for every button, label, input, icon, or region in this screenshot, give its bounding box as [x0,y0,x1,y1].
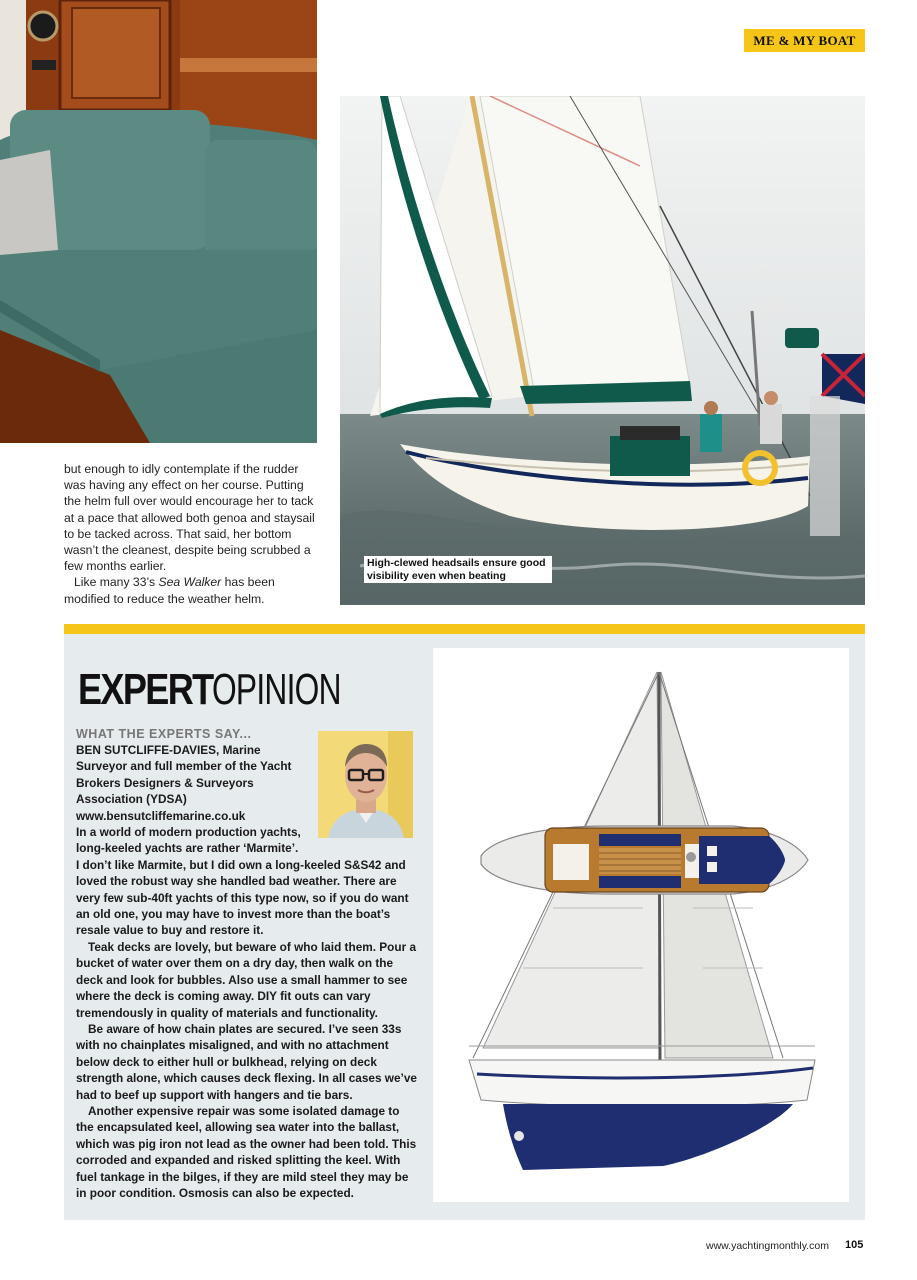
yacht-plan-drawing [433,648,849,1202]
expert-kicker: WHAT THE EXPERTS SAY... [76,727,252,741]
expert-paragraph: In a world of modern production yachts, long-keeled yachts are rather ‘Marmite’. [76,825,301,856]
body-paragraph: but enough to idly contemplate if the rudder was having any effect on her course. Putting the helm full over would encourage her to tack at a pace that allowed both genoa and staysail to be tacked across. That said, her bottom wasn’t the cleanest, despite being scrubbed a few months earlier. [64,462,315,574]
expert-name-line: BEN SUTCLIFFE-DAVIES, Marine Surveyor and full member of the Yacht Brokers Designers & Surveyors Association (YDSA) [76,743,292,807]
expert-paragraph: Another expensive repair was some isolated damage to the encapsulated keel, allowing sea water into the ballast, which was pig iron not lead as the owner had been told. This corroded and expanded and risked splitting the keel. With fuel tankage in the bilges, if they are mild steel they may be in poor condition. Osmosis can also be expected. [76,1103,417,1200]
yacht-sailing-illustration [340,96,865,605]
expert-paragraph: Be aware of how chain plates are secured. I’ve seen 33s with no chainplates misaligned, and with no attachment below deck to either hull or bulkhead, relying on deck strength alone, which causes deck flexing. In all cases we’ve had to beef up support with hangers and tie bars. [76,1021,417,1102]
yacht-sailing-photo [340,96,865,605]
title-bold: EXPERT [78,665,213,714]
body-paragraph-end: has been modified to reduce the weather helm. [64,575,275,606]
photo-caption: High-clewed headsails ensure good visibility even when beating [364,556,552,583]
body-text-column [64,461,319,607]
expert-opinion-text [76,742,418,1201]
section-tag: ME & MY BOAT [744,29,865,52]
expert-paragraph: Teak decks are lovely, but beware of who laid them. Pour a bucket of water over them on a dry day, then walk on the deck and look for bubbles. Also use a small hammer to see where the deck is coming away. DIY fit outs can vary tremendously in quality of materials and functionality. [76,939,417,1020]
footer-website[interactable]: www.yachtingmonthly.com [706,1240,829,1252]
expert-opinion-title [78,666,391,714]
yacht-plan-illustration [433,648,849,1202]
expert-website[interactable]: www.bensutcliffemarine.co.uk [76,808,246,823]
body-paragraph-start: Like many 33’s [74,575,159,590]
title-light: OPINION [212,665,341,714]
saloon-interior-illustration [0,0,317,443]
page-number: 105 [845,1239,864,1251]
expert-paragraph: I don’t like Marmite, but I did own a long-keeled S&S42 and loved the robust way she handled bad weather. There are very few sub-40ft yachts of this type now, so if you do want an old one, you may have to invest more than the boat’s resale value to buy and restore it. [76,857,409,938]
boat-name: Sea Walker [158,575,222,590]
section-divider [64,624,865,634]
body-paragraph [64,574,319,606]
saloon-interior-photo [0,0,317,443]
